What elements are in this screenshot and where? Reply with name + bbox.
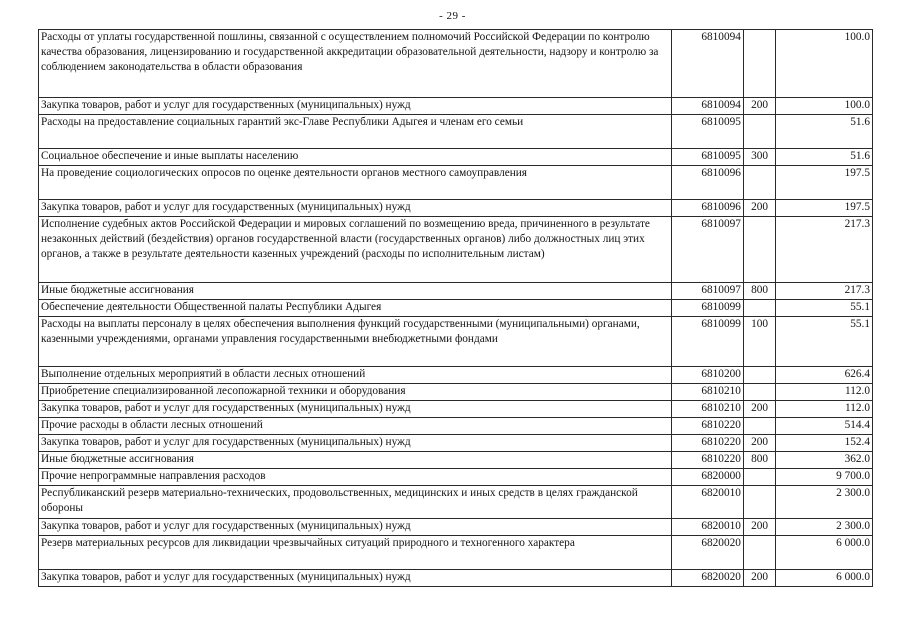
row-description: Закупка товаров, работ и услуг для государственных (муниципальных) нужд	[39, 570, 672, 587]
row-description: Закупка товаров, работ и услуг для государственных (муниципальных) нужд	[39, 401, 672, 418]
table-row	[39, 486, 873, 519]
row-code: 6810094	[672, 98, 744, 115]
row-expense-type	[743, 486, 775, 519]
row-code: 6810099	[672, 300, 744, 317]
row-expense-type: 200	[743, 435, 775, 452]
row-code: 6810095	[672, 115, 744, 149]
table-row	[39, 401, 873, 418]
row-amount: 2 300.0	[776, 519, 873, 536]
row-code: 6820010	[672, 486, 744, 519]
row-amount: 514.4	[776, 418, 873, 435]
row-code: 6810096	[672, 200, 744, 217]
table-row	[39, 30, 873, 98]
row-description: Закупка товаров, работ и услуг для государственных (муниципальных) нужд	[39, 519, 672, 536]
row-expense-type: 200	[743, 98, 775, 115]
row-code: 6810097	[672, 283, 744, 300]
row-expense-type	[743, 536, 775, 570]
row-code: 6820020	[672, 536, 744, 570]
row-amount: 197.5	[776, 200, 873, 217]
row-description: Закупка товаров, работ и услуг для государственных (муниципальных) нужд	[39, 435, 672, 452]
table-row	[39, 418, 873, 435]
table-row	[39, 166, 873, 200]
row-description: Иные бюджетные ассигнования	[39, 452, 672, 469]
row-expense-type	[743, 418, 775, 435]
row-description: Резерв материальных ресурсов для ликвидации чрезвычайных ситуаций природного и техногенного характера	[39, 536, 672, 570]
table-row	[39, 283, 873, 300]
table-row	[39, 536, 873, 570]
row-description: Исполнение судебных актов Российской Федерации и мировых соглашений по возмещению вреда, причиненного в результате незаконных действий (бездействия) органов государственной власти (государственных органов) либо должностных лиц этих органов, а также в результате деятельности казенных учреждений (расходы по исполнительным листам)	[39, 217, 672, 283]
row-expense-type: 200	[743, 570, 775, 587]
row-expense-type: 300	[743, 149, 775, 166]
row-amount: 112.0	[776, 401, 873, 418]
row-description: Расходы от уплаты государственной пошлины, связанной с осуществлением полномочий Российской Федерации по контролю качества образования, лицензированию и государственной аккредитации образовательной деятельности, надзору и контролю за соблюдением законодательства в области образования	[39, 30, 672, 98]
row-amount: 2 300.0	[776, 486, 873, 519]
row-amount: 217.3	[776, 217, 873, 283]
row-expense-type: 200	[743, 401, 775, 418]
row-description: Прочие расходы в области лесных отношений	[39, 418, 672, 435]
row-amount: 217.3	[776, 283, 873, 300]
row-description: Республиканский резерв материально-технических, продовольственных, медицинских и иных средств в целях гражданской обороны	[39, 486, 672, 519]
row-amount: 362.0	[776, 452, 873, 469]
row-description: Выполнение отдельных мероприятий в области лесных отношений	[39, 367, 672, 384]
table-row	[39, 115, 873, 149]
table-row	[39, 367, 873, 384]
table-row	[39, 300, 873, 317]
row-code: 6820020	[672, 570, 744, 587]
row-code: 6810095	[672, 149, 744, 166]
table-row	[39, 384, 873, 401]
row-amount: 55.1	[776, 300, 873, 317]
row-description: Прочие непрограммные направления расходов	[39, 469, 672, 486]
row-amount: 55.1	[776, 317, 873, 367]
row-amount: 51.6	[776, 115, 873, 149]
row-expense-type	[743, 300, 775, 317]
row-amount: 6 000.0	[776, 570, 873, 587]
row-description: Иные бюджетные ассигнования	[39, 283, 672, 300]
row-expense-type: 200	[743, 200, 775, 217]
page-number: - 29 -	[439, 10, 466, 22]
row-expense-type	[743, 217, 775, 283]
row-amount: 9 700.0	[776, 469, 873, 486]
row-amount: 626.4	[776, 367, 873, 384]
row-code: 6810220	[672, 435, 744, 452]
row-description: Закупка товаров, работ и услуг для государственных (муниципальных) нужд	[39, 98, 672, 115]
row-code: 6810097	[672, 217, 744, 283]
row-amount: 100.0	[776, 98, 873, 115]
row-code: 6810220	[672, 452, 744, 469]
row-expense-type	[743, 166, 775, 200]
row-amount: 100.0	[776, 30, 873, 98]
row-expense-type	[743, 469, 775, 486]
row-description: Обеспечение деятельности Общественной палаты Республики Адыгея	[39, 300, 672, 317]
row-expense-type: 800	[743, 283, 775, 300]
table-row	[39, 570, 873, 587]
row-code: 6810220	[672, 418, 744, 435]
row-description: Расходы на предоставление социальных гарантий экс-Главе Республики Адыгея и членам его семьи	[39, 115, 672, 149]
table-row	[39, 469, 873, 486]
row-expense-type	[743, 30, 775, 98]
row-code: 6810096	[672, 166, 744, 200]
table-row	[39, 435, 873, 452]
row-amount: 197.5	[776, 166, 873, 200]
table-row	[39, 519, 873, 536]
table-row	[39, 200, 873, 217]
row-expense-type	[743, 367, 775, 384]
table-row	[39, 217, 873, 283]
budget-table	[38, 29, 873, 587]
row-code: 6820010	[672, 519, 744, 536]
row-code: 6810094	[672, 30, 744, 98]
row-code: 6810210	[672, 384, 744, 401]
row-expense-type: 800	[743, 452, 775, 469]
row-amount: 112.0	[776, 384, 873, 401]
row-code: 6810210	[672, 401, 744, 418]
table-row	[39, 98, 873, 115]
row-expense-type: 200	[743, 519, 775, 536]
table-row	[39, 149, 873, 166]
row-expense-type	[743, 384, 775, 401]
row-description: На проведение социологических опросов по оценке деятельности органов местного самоуправления	[39, 166, 672, 200]
row-code: 6810099	[672, 317, 744, 367]
row-amount: 152.4	[776, 435, 873, 452]
row-amount: 6 000.0	[776, 536, 873, 570]
row-code: 6810200	[672, 367, 744, 384]
row-description: Закупка товаров, работ и услуг для государственных (муниципальных) нужд	[39, 200, 672, 217]
row-expense-type: 100	[743, 317, 775, 367]
row-amount: 51.6	[776, 149, 873, 166]
row-description: Социальное обеспечение и иные выплаты населению	[39, 149, 672, 166]
table-row	[39, 452, 873, 469]
row-expense-type	[743, 115, 775, 149]
table-row	[39, 317, 873, 367]
row-description: Приобретение специализированной лесопожарной техники и оборудования	[39, 384, 672, 401]
row-code: 6820000	[672, 469, 744, 486]
row-description: Расходы на выплаты персоналу в целях обеспечения выполнения функций государственными (муниципальными) органами, казенными учреждениями, органами управления государственными внебюджетными фондами	[39, 317, 672, 367]
